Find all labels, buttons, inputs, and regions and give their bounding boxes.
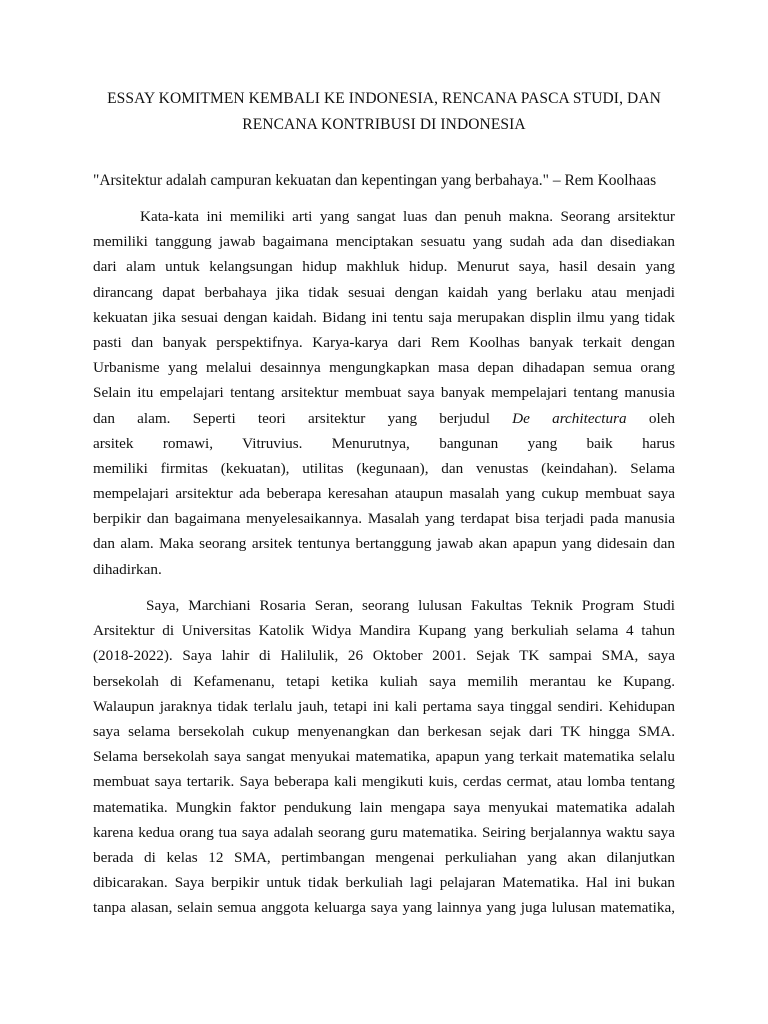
paragraph-line: dibicarakan. Saya berpikir untuk tidak berkuliah lagi pelajaran Matematika. Hal ini bukan (93, 874, 675, 892)
paragraph-line-with-citation (93, 406, 675, 431)
paragraph-line: mempelajari arsitektur ada beberapa keresahan ataupun masalah yang cukup membuat saya (93, 485, 675, 503)
line-text: dan alam. Seperti teori arsitektur yang berjudul (93, 409, 490, 427)
essay-title (90, 86, 678, 138)
paragraph-line: memiliki tanggung jawab bagaimana menciptakan sesuatu yang sudah ada dan disediakan (93, 233, 675, 251)
title-line-2: RENCANA KONTRIBUSI DI INDONESIA (242, 116, 526, 133)
paragraph-line: tanpa alasan, selain semua anggota keluarga saya yang lainnya yang juga lulusan matematika, (93, 899, 675, 917)
paragraph-line: Kata-kata ini memiliki arti yang sangat luas dan penuh makna. Seorang arsitektur (140, 208, 675, 225)
paragraph-line: Walaupun jaraknya tidak terlalu jauh, tetapi ini kali pertama saya tinggal sendiri. Kehidupan (93, 697, 675, 715)
paragraph-line: matematika. Mungkin faktor pendukung lain mengapa saya menyukai matematika adalah (93, 798, 675, 816)
book-title: De architectura (512, 409, 627, 427)
paragraph-line: (2018-2022). Saya lahir di Halilulik, 26 Oktober 2001. Sejak TK sampai SMA, saya (93, 647, 675, 665)
paragraph-line: dari alam untuk kelangsungan hidup makhluk hidup. Menurut saya, hasil desain yang (93, 258, 675, 276)
paragraph-line: berpikir dan bagaimana menyelesaikannya. Masalah yang terdapat bisa terjadi pada manusia (93, 510, 675, 528)
paragraph-line: Saya, Marchiani Rosaria Seran, seorang lulusan Fakultas Teknik Program Studi (146, 597, 675, 614)
paragraph-1 (93, 204, 675, 582)
paragraph-line: berada di kelas 12 SMA, pertimbangan mengenai perkuliahan yang akan dilanjutkan (93, 848, 675, 866)
paragraph-line: Urbanisme yang melalui desainnya mengungkapkan masa depan dihadapan semua orang (93, 359, 675, 377)
paragraph-line: membuat saya tertarik. Saya beberapa kali mengikuti kuis, cerdas cermat, atau lomba tentang (93, 773, 675, 791)
paragraph-2 (93, 593, 675, 920)
paragraph-line: karena kedua orang tua saya adalah seorang guru matematika. Seiring berjalannya waktu saya (93, 823, 675, 841)
paragraph-line: kekuatan jika sesuai dengan kaidah. Bidang ini tentu saja merupakan displin ilmu yang tidak (93, 308, 675, 326)
paragraph-line: saya selama bersekolah cukup menyenangkan dan berkesan sejak dari TK hingga SMA. (93, 722, 675, 740)
paragraph-line: Arsitektur di Universitas Katolik Widya Mandira Kupang yang berkuliah selama 4 tahun (93, 622, 675, 640)
paragraph-line: memiliki firmitas (kekuatan), utilitas (kegunaan), dan venustas (keindahan). Selama (93, 459, 675, 477)
book-suffix: oleh (648, 409, 676, 427)
paragraph-line: dirancang dapat berbahaya jika tidak sesuai dengan kaidah yang berlaku atau menjadi (93, 283, 675, 301)
paragraph-line: dan alam. Maka seorang arsitek tentunya bertanggung jawab akan apapun yang didesain dan (93, 535, 675, 553)
title-line-1: ESSAY KOMITMEN KEMBALI KE INDONESIA, RENCANA PASCA STUDI, DAN (107, 90, 661, 107)
paragraph-line: arsitek romawi, Vitruvius. Menurutnya, bangunan yang baik harus (93, 434, 675, 452)
paragraph-line: bersekolah di Kefamenanu, tetapi ketika kuliah saya memilih merantau ke Kupang. (93, 672, 675, 690)
paragraph-line: Selain itu empelajari tentang arsitektur membuat saya banyak mempelajari tentang manusia (93, 384, 675, 402)
epigraph-quote: "Arsitektur adalah campuran kekuatan dan kepentingan yang berbahaya." – Rem Koolhaas (93, 172, 657, 189)
paragraph-line: pasti dan banyak perspektifnya. Karya-karya dari Rem Koolhas banyak terkait dengan (93, 333, 675, 351)
paragraph-line: dihadirkan. (93, 560, 162, 578)
paragraph-line: Selama bersekolah saya sangat menyukai matematika, apapun yang terkait matematika selalu (93, 748, 675, 766)
